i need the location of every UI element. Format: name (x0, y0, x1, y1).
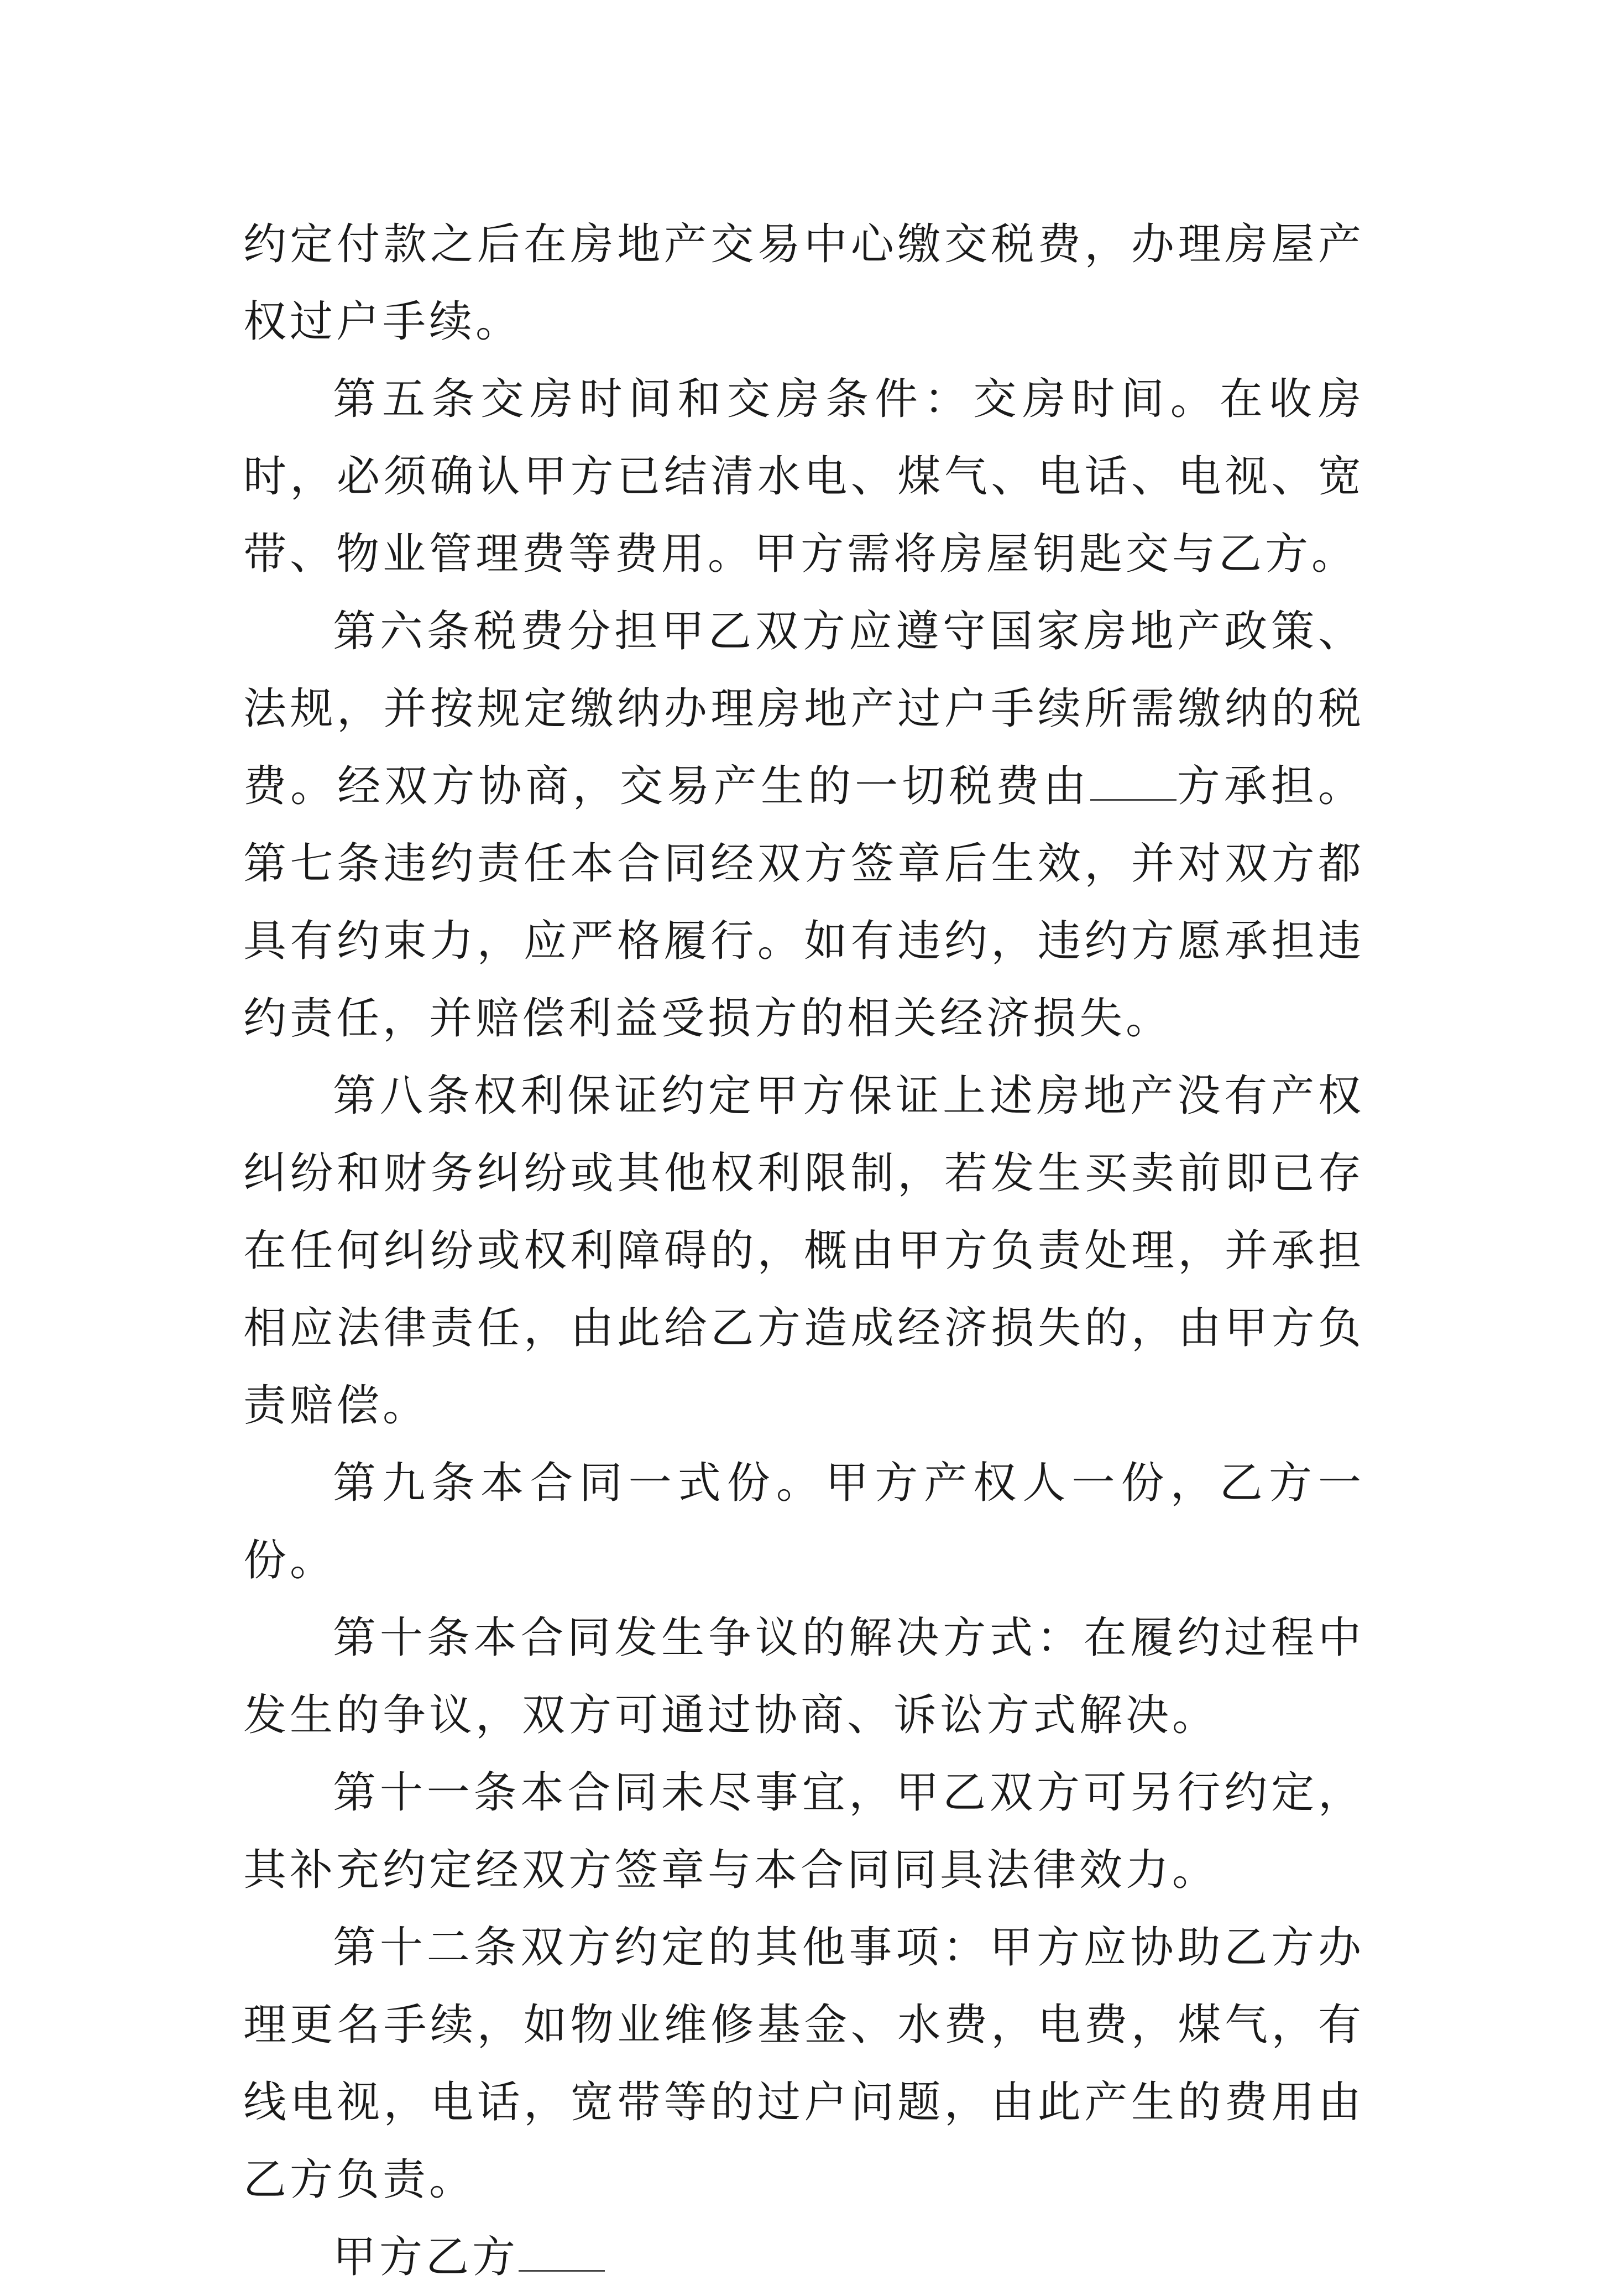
article-6-text: 第六条税费分担甲乙双方应遵守国家房地产政策、法规，并按规定缴纳办理房地产过户手续所需缴纳的税费。经双方协商，交易产生的一切税费由 (243, 607, 1364, 811)
paragraph-payment-transfer: 约定付款之后在房地产交易中心缴交税费，办理房屋产权过户手续。 (243, 220, 1364, 347)
paragraph-article-12: 第十二条双方约定的其他事项：甲方应协助乙方办理更名手续，如物业维修基金、水费，电费，煤气，有线电视，电话，宽带等的过户问题，由此产生的费用由乙方负责。 (243, 1923, 1364, 2205)
article-6-7-text: 方承担。第七条违约责任本合同经双方签章后生效，并对双方都具有约束力，应严格履行。如有违约，违约方愿承担违约责任，并赔偿利益受损方的相关经济损失。 (243, 761, 1364, 1043)
paragraph-article-8: 第八条权利保证约定甲方保证上述房地产没有产权纠纷和财务纠纷或其他权利限制，若发生买卖前即已存在任何纠纷或权利障碍的，概由甲方负责处理，并承担相应法律责任，由此给乙方造成经济损失的，由甲方负责赔偿。 (243, 1071, 1364, 1431)
signature-label: 甲方乙方 (333, 2232, 519, 2282)
paragraph-article-11: 第十一条本合同未尽事宜，甲乙双方可另行约定，其补充约定经双方签章与本合同同具法律效力。 (243, 1768, 1364, 1895)
contract-body (243, 206, 1364, 2296)
signature-line (243, 2219, 1364, 2296)
paragraph-article-9: 第九条本合同一式份。甲方产权人一份，乙方一份。 (243, 1458, 1364, 1585)
tax-party-blank (1090, 760, 1177, 801)
signature-blank (519, 2231, 605, 2272)
paragraph-article-6-7 (243, 593, 1364, 1057)
paragraph-article-5: 第五条交房时间和交房条件：交房时间。在收房时，必须确认甲方已结清水电、煤气、电话、电视、宽带、物业管理费等费用。甲方需将房屋钥匙交与乙方。 (243, 374, 1364, 579)
paragraph-article-10: 第十条本合同发生争议的解决方式：在履约过程中发生的争议，双方可通过协商、诉讼方式解决。 (243, 1613, 1364, 1740)
